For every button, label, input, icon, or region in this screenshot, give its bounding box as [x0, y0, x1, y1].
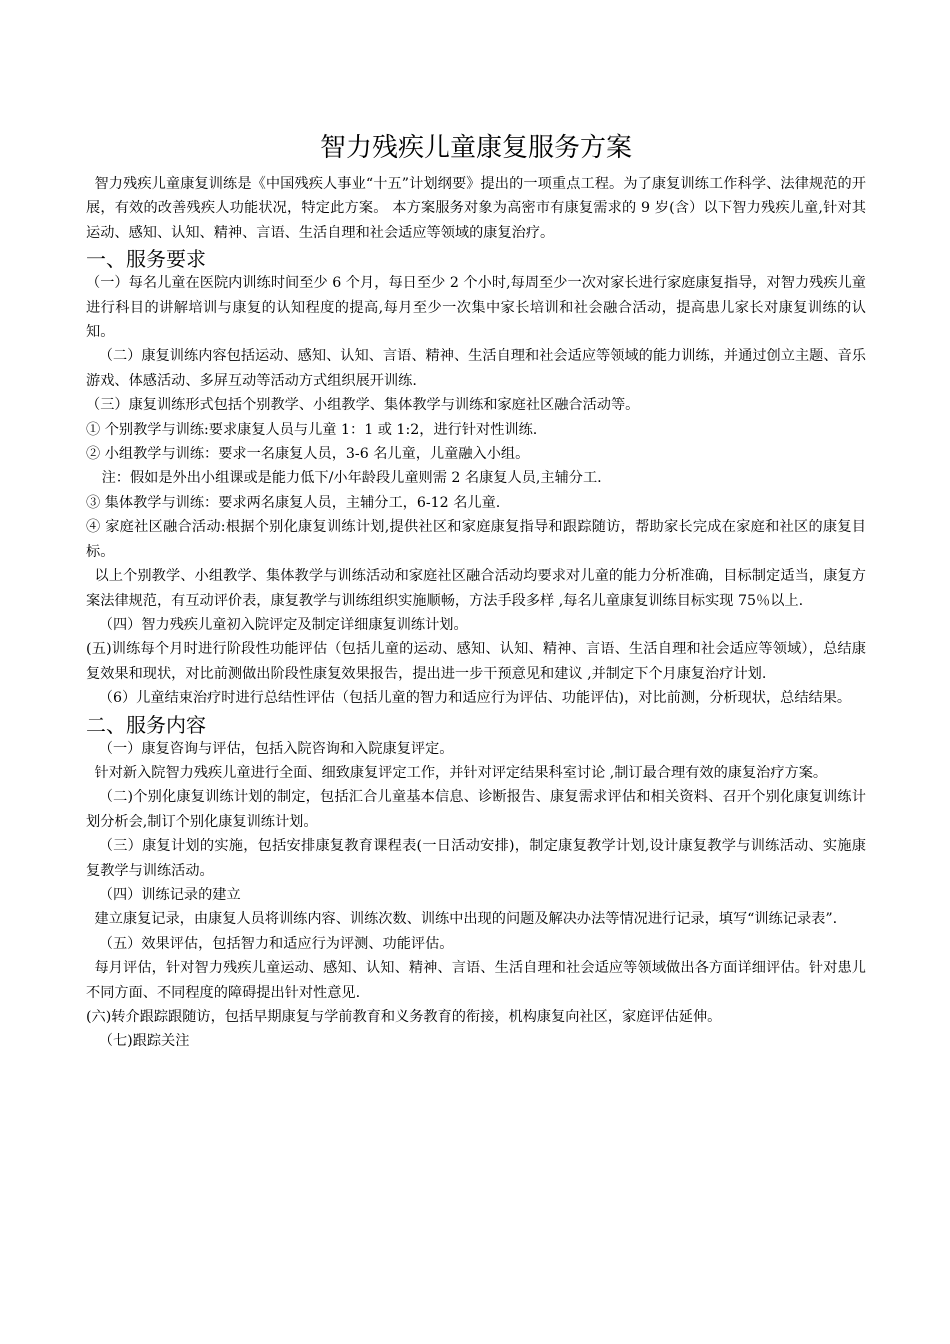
paragraph: （三）康复计划的实施，包括安排康复教育课程表(一日活动安排)，制定康复教学计划,设计康复教学与训练活动、实施康复教学与训练活动。 — [86, 838, 866, 879]
paragraph: （二）康复训练内容包括运动、感知、认知、言语、精神、生活自理和社会适应等领域的能力训练，并通过创立主题、音乐游戏、体感活动、多屏互动等活动方式组织展开训练. — [86, 348, 866, 389]
document-page — [86, 128, 866, 1054]
paragraph: （二)个别化康复训练计划的制定，包括汇合儿童基本信息、诊断报告、康复需求评估和相关资料、召开个别化康复训练计划分析会,制订个别化康复训练计划。 — [86, 789, 866, 830]
paragraph: （一）每名儿童在医院内训练时间至少 6 个月，每日至少 2 个小时,每周至少一次对家长进行家庭康复指导，对智力残疾儿童进行科目的讲解培训与康复的认知程度的提高,每月至少一次集中家长培训和社会融合活动，提高患儿家长对康复训练的认知。 — [86, 275, 866, 341]
paragraph: （四）智力残疾儿童初入院评定及制定详细康复训练计划。 — [98, 616, 468, 633]
list-item: ④ 家庭社区融合活动:根据个别化康复训练计划,提供社区和家庭康复指导和跟踪随访，帮助家长完成在家庭和社区的康复目标。 — [86, 519, 866, 560]
paragraph: （三）康复训练形式包括个别教学、小组教学、集体教学与训练和家庭社区融合活动等。 — [86, 397, 640, 414]
section-heading-service-requirements: 一、服务要求 — [86, 247, 206, 272]
paragraph: （一）康复咨询与评估，包括入院咨询和入院康复评定。 — [98, 740, 454, 757]
list-item: ③ 集体教学与训练：要求两名康复人员，主辅分工，6-12 名儿童. — [86, 494, 501, 511]
paragraph: 针对新入院智力残疾儿童进行全面、细致康复评定工作，并针对评定结果科室讨论 ,制订最合理有效的康复治疗方案。 — [94, 764, 828, 781]
note-paragraph: 注：假如是外出小组课或是能力低下/小年龄段儿童则需 2 名康复人员,主辅分工. — [101, 470, 602, 487]
intro-paragraph: 智力残疾儿童康复训练是《中国残疾人事业“十五”计划纲要》提出的一项重点工程。为了康复训练工作科学、法律规范的开展，有效的改善残疾人功能状况，特定此方案。 本方案服务对象为高密市有康复需求的 9 岁(含）以下智力残疾儿童,针对其运动、感知、认知、精神、言语、生活自理和社会适应等领域的康复治疗。 — [86, 176, 866, 241]
paragraph: 每月评估，针对智力残疾儿童运动、感知、认知、精神、言语、生活自理和社会适应等领域做出各方面详细评估。针对患儿不同方面、不同程度的障碍提出针对性意见. — [86, 960, 866, 1001]
section-heading-service-content: 二、服务内容 — [86, 712, 206, 737]
paragraph: 以上个别教学、小组教学、集体教学与训练活动和家庭社区融合活动均要求对儿童的能力分析准确，目标制定适当，康复方案法律规范，有互动评价表，康复教学与训练组织实施顺畅，方法手段多样 ,每名儿童康复训练目标实现 75％以上. — [86, 568, 866, 609]
paragraph: （七)跟踪关注 — [98, 1033, 190, 1050]
paragraph: (六)转介跟踪跟随访，包括早期康复与学前教育和义务教育的衔接，机构康复向社区，家庭评估延伸。 — [86, 1009, 722, 1025]
list-item: ② 小组教学与训练：要求一名康复人员，3-6 名儿童，儿童融入小组。 — [86, 446, 530, 463]
paragraph: （五）效果评估，包括智力和适应行为评测、功能评估。 — [98, 935, 454, 952]
paragraph: （6）儿童结束治疗时进行总结性评估（包括儿童的智力和适应行为评估、功能评估)，对比前测，分析现状，总结结果。 — [98, 690, 852, 707]
document-title: 智力残疾儿童康复服务方案 — [319, 133, 632, 163]
paragraph: （四）训练记录的建立 — [98, 886, 241, 903]
paragraph: (五)训练每个月时进行阶段性功能评估（包括儿童的运动、感知、认知、精神、言语、生活自理和社会适应等领域），总结康复效果和现状，对比前测做出阶段性康复效果报告，提出进一步干预意见和建议 ,并制定下个月康复治疗计划. — [86, 641, 866, 682]
paragraph: 建立康复记录，由康复人员将训练内容、训练次数、训练中出现的问题及解决办法等情况进行记录，填写“训练记录表”. — [94, 911, 838, 928]
list-item: ① 个别教学与训练:要求康复人员与儿童 1：1 或 1:2，进行针对性训练. — [86, 421, 538, 438]
